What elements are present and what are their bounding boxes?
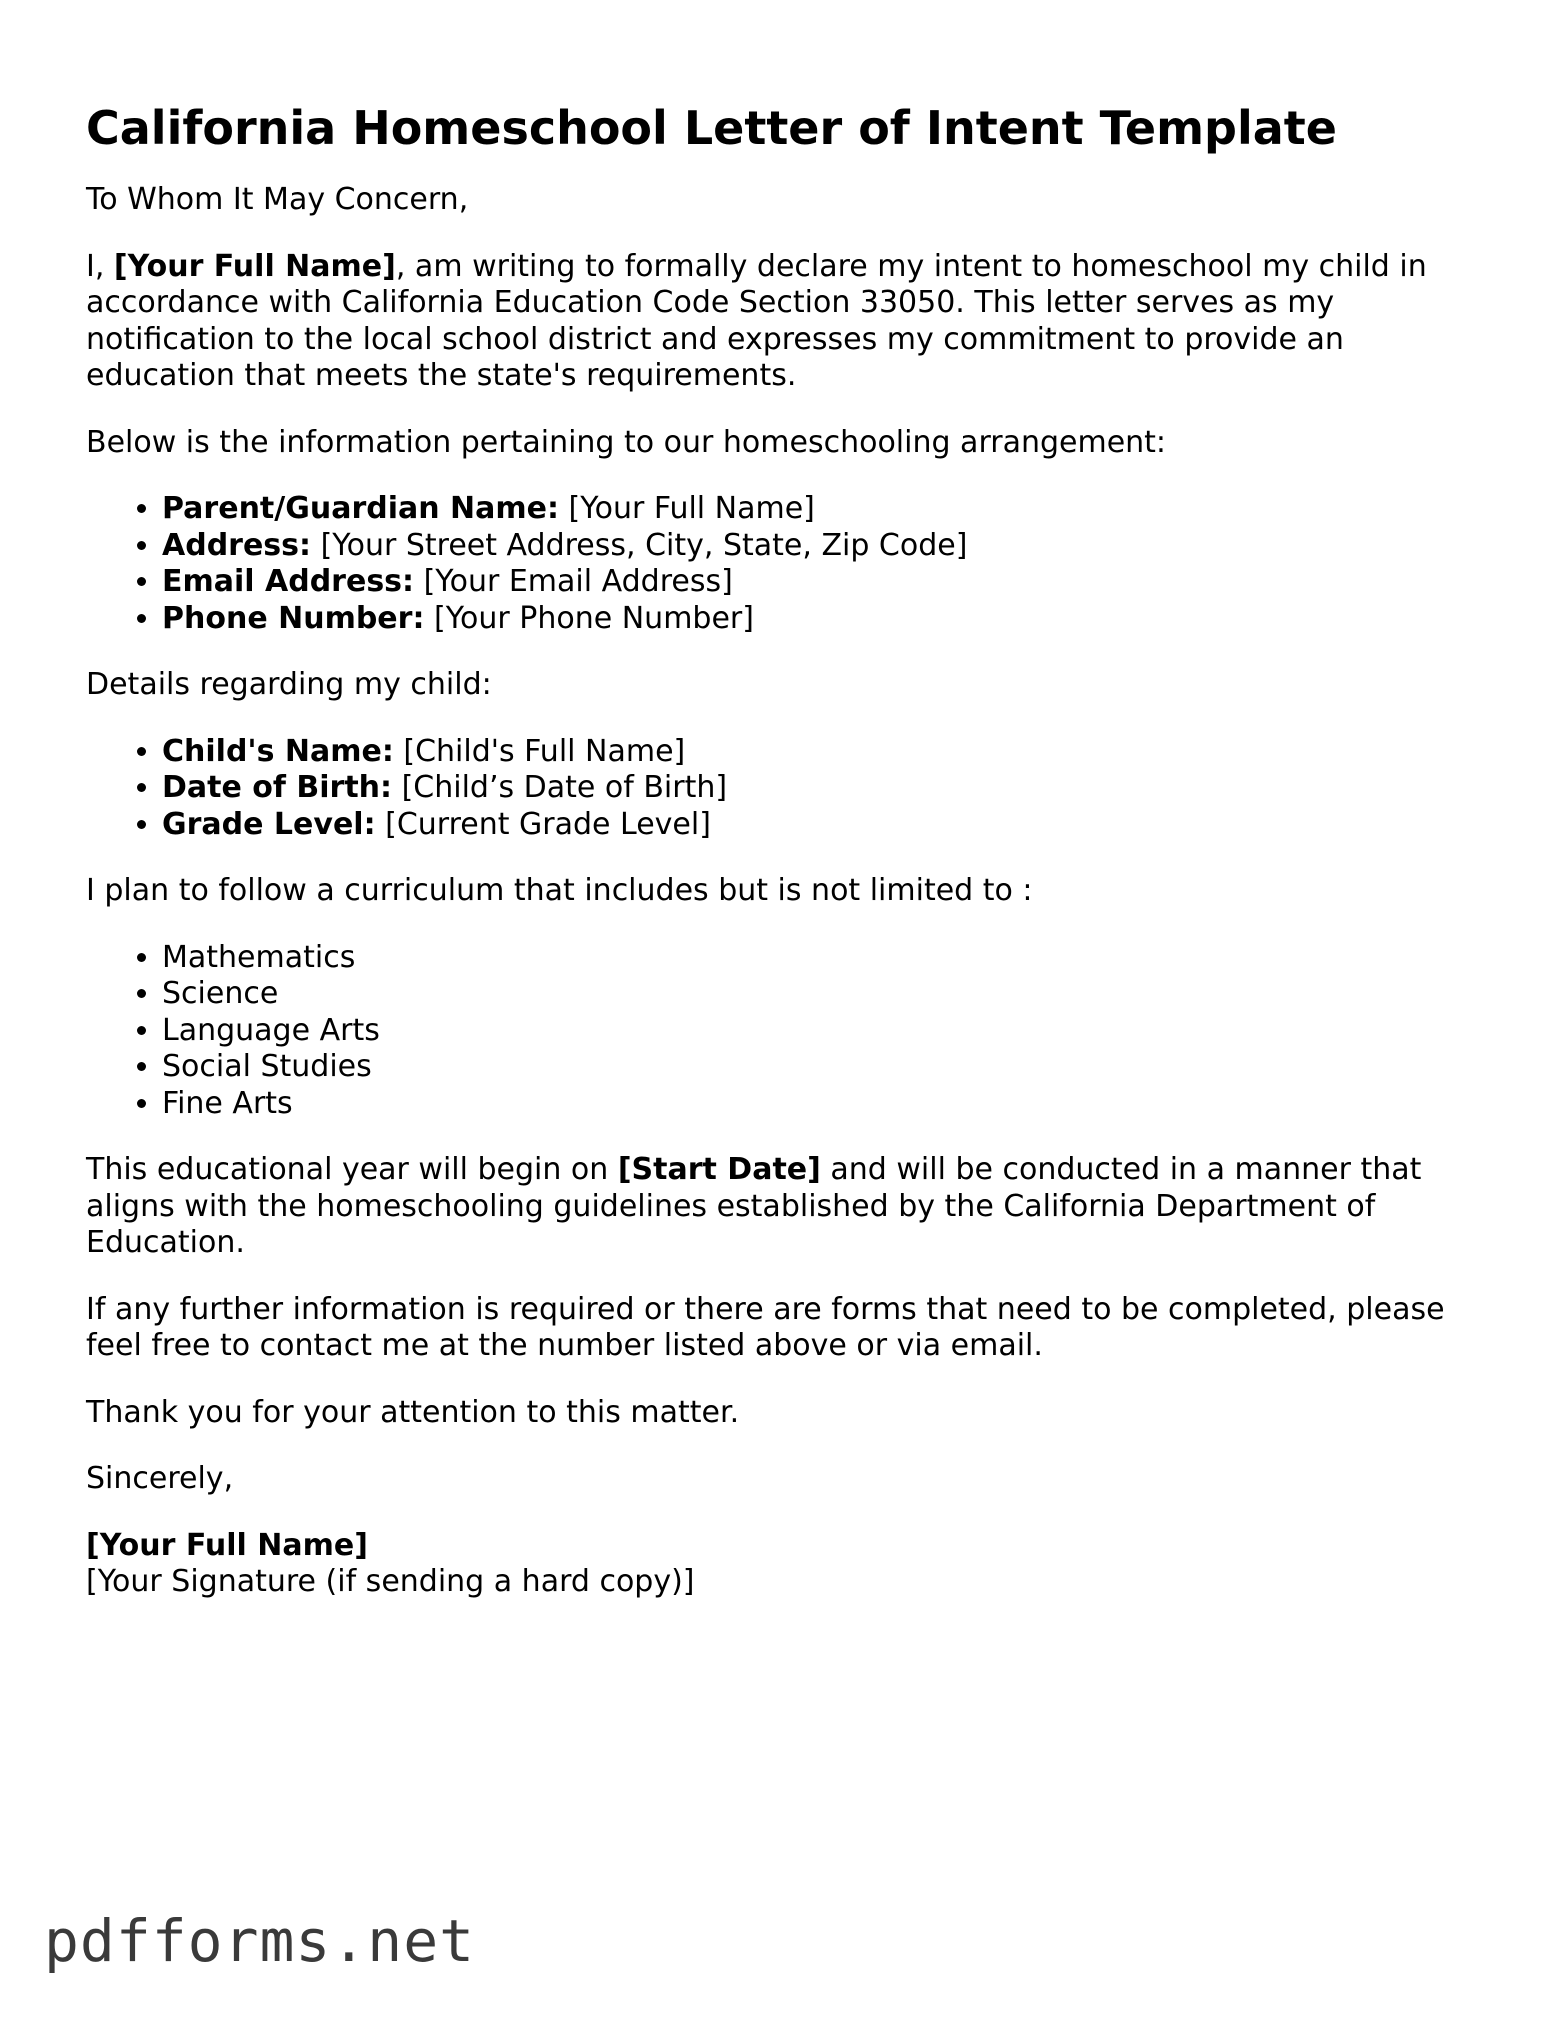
curriculum-list: [86, 940, 1486, 1123]
list-item: [162, 734, 1486, 771]
address-label: Address:: [162, 527, 312, 563]
signature-name: [86, 1528, 1486, 1565]
signature-name-placeholder: [Your Full Name]: [86, 1527, 368, 1563]
grade-level-label: Grade Level:: [162, 806, 376, 842]
thanks-line: Thank you for your attention to this matter.: [86, 1394, 740, 1430]
list-item: [162, 770, 1486, 807]
address-value: [Your Street Address, City, State, Zip Code]: [311, 527, 968, 563]
list-item: [162, 564, 1486, 601]
letter-document: [86, 100, 1486, 1601]
salutation: To Whom It May Concern,: [86, 182, 469, 217]
info-heading: Below is the information pertaining to our homeschooling arrangement:: [86, 424, 1167, 460]
child-name-value: [Child's Full Name]: [393, 733, 686, 769]
child-heading: Details regarding my child:: [86, 667, 492, 702]
contact-paragraph: If any further information is required or there are forms that need to be completed, please feel free to contact me at the number listed above or via email.: [86, 1291, 1445, 1363]
signature-block: [86, 1528, 1486, 1601]
curriculum-item: • Language Arts: [162, 1013, 1486, 1050]
phone-label: Phone Number:: [162, 600, 425, 636]
signature-line: [Your Signature (if sending a hard copy)]: [86, 1564, 695, 1599]
parent-name-label: Parent/Guardian Name:: [162, 491, 560, 526]
intro-prefix: I,: [86, 248, 114, 284]
child-name-label: Child's Name:: [162, 733, 394, 769]
email-value: [Your Email Address]: [414, 564, 733, 599]
intro-name-placeholder: [Your Full Name]: [113, 248, 396, 284]
start-prefix: This educational year will begin on: [86, 1152, 618, 1187]
start-date-placeholder: [Start Date]: [617, 1152, 821, 1187]
page-title: California Homeschool Letter of Intent Template: [86, 101, 1337, 155]
list-item: [162, 601, 1486, 638]
curriculum-item: • Social Studies: [162, 1049, 1486, 1086]
child-info-list: [86, 734, 1486, 844]
start-date-paragraph: [86, 1152, 1486, 1262]
birth-date-value: [Child’s Date of Birth]: [392, 770, 728, 805]
phone-value: [Your Phone Number]: [424, 600, 754, 636]
closing: Sincerely,: [86, 1461, 234, 1496]
parent-name-value: [Your Full Name]: [559, 491, 815, 526]
curriculum-heading: I plan to follow a curriculum that includes but is not limited to :: [86, 873, 1033, 908]
curriculum-item: • Science: [162, 976, 1486, 1013]
start-suffix: and will be conducted in a manner that aligns with the homeschooling guidelines established by the California Department of Education.: [86, 1152, 1422, 1260]
email-label: Email Address:: [162, 564, 415, 599]
watermark-logo: pdfforms.net: [44, 1907, 476, 1975]
intro-paragraph: [86, 249, 1486, 395]
list-item: [162, 807, 1486, 844]
grade-level-value: [Current Grade Level]: [375, 806, 711, 842]
birth-date-label: Date of Birth:: [162, 770, 393, 805]
parent-info-list: [86, 491, 1486, 637]
list-item: [162, 528, 1486, 565]
list-item: [162, 491, 1486, 528]
curriculum-item: • Fine Arts: [162, 1086, 1486, 1123]
intro-suffix: , am writing to formally declare my intent to homeschool my child in accordance with California Education Code Section 33050. This letter serves as my notification to the local school district and expresses my commitment to provide an education that meets the state's requirements.: [86, 248, 1427, 393]
curriculum-item: • Mathematics: [162, 940, 1486, 977]
